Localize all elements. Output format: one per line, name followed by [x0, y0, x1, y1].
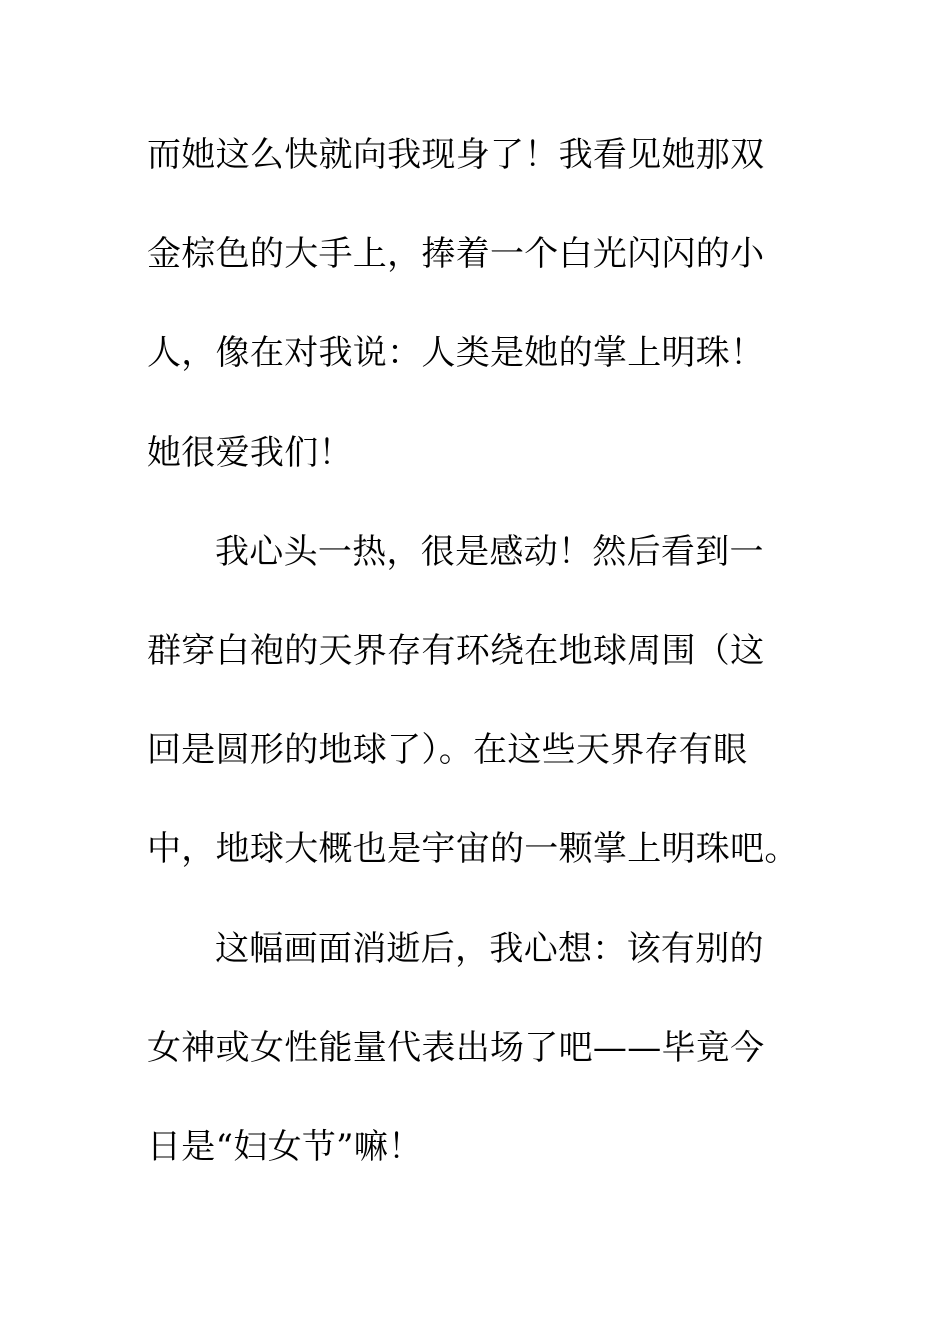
paragraph-1 — [147, 126, 847, 523]
text-line: 这幅画面消逝后，我心想：该有别的 — [215, 928, 764, 969]
text-line: 回是圆形的地球了）。在这些天界存有眼 — [147, 730, 748, 771]
text-line: 人，像在对我说：人类是她的掌上明珠！ — [147, 333, 765, 374]
paragraph-3 — [147, 920, 847, 1218]
text-line: 她很爱我们！ — [147, 432, 353, 473]
text-line: 我心头一热，很是感动！然后看到一 — [215, 531, 764, 572]
paragraph-2 — [147, 523, 847, 920]
text-line: 日是“妇女节”嘛！ — [147, 1126, 423, 1167]
text-line: 金棕色的大手上，捧着一个白光闪闪的小 — [147, 234, 765, 275]
text-line: 群穿白袍的天界存有环绕在地球周围（这 — [147, 630, 765, 671]
body-text — [147, 126, 847, 1217]
text-line: 而她这么快就向我现身了！我看见她那双 — [147, 135, 765, 175]
text-line: 女神或女性能量代表出场了吧——毕竟今 — [147, 1027, 765, 1068]
text-line: 中，地球大概也是宇宙的一颗掌上明珠吧。 — [147, 829, 799, 870]
